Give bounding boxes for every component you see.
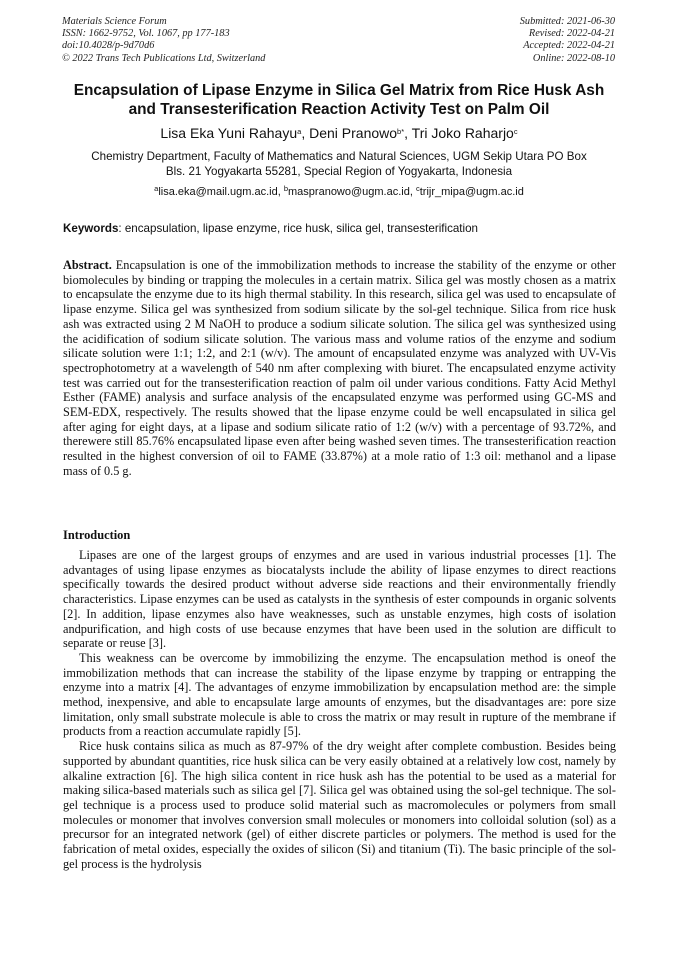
keywords-text: : encapsulation, lipase enzyme, rice husk, silica gel, transesterification	[118, 222, 479, 235]
issn-line: ISSN: 1662-9752, Vol. 1067, pp 177-183	[62, 28, 230, 40]
email-link[interactable]: maspranowo@ugm.ac.id	[288, 186, 410, 198]
title-line: Encapsulation of Lipase Enzyme in Silica Gel Matrix from Rice Husk Ash	[73, 82, 605, 99]
keywords	[63, 222, 618, 236]
paragraph: Rice husk contains silica as much as 87-97% of the dry weight after complete combustion. Besides being supported by abundant quantities, rice husk silica can be very easily obtained at a relatively low cost, namely by alkaline extraction [6]. The high silica content in rice husk ash has the potential to be used as a material for making silica-based materials such as silica gel [7]. Silica gel was obtained using the sol-gel technique. The sol-gel technique is a process used to produce solid material such as macromolecules or polymers from small molecules or monomer that involves conversion small molecules or monomers into colloidal solution (sol) as a precursor for an integrated network (gel) of either discrete particles or polymers. The method is used for the fabrication of metal oxides, especially the oxides of silicon (Si) and titanium (Ti). The basic principle of the sol-gel process is the hydrolysis	[63, 739, 616, 871]
author-sup: a	[297, 127, 302, 136]
doi-line: doi:10.4028/p-9d70d6	[62, 40, 155, 52]
keywords-label: Keywords	[63, 222, 119, 235]
revised-date: Revised: 2022-04-21	[528, 28, 615, 40]
email-sup: a	[154, 184, 159, 193]
online-date: Online: 2022-08-10	[532, 52, 615, 64]
introduction-body	[63, 548, 616, 871]
dates-info	[520, 16, 615, 65]
email-list: $^a$lisa.eka@mail.ugm.ac.id, $^b$maspranowo@ugm.ac.id, $^c$trijr_mipa@ugm.ac.id	[154, 184, 524, 198]
abstract-label: Abstract.	[63, 258, 112, 272]
author-sup: c	[513, 127, 518, 136]
email-sup: b	[283, 184, 289, 193]
email-link[interactable]: lisa.eka@mail.ugm.ac.id	[158, 186, 278, 198]
author-list: Lisa Eka Yuni Rahayu$^a$, Deni Pranowo$^{b*}$, Tri Joko Raharjo$^c$	[160, 125, 518, 141]
affiliation-line: Bls. 21 Yogyakarta 55281, Special Region of Yogyakarta, Indonesia	[165, 165, 513, 178]
section-heading-introduction: Introduction	[63, 528, 131, 542]
affiliation-line: Chemistry Department, Faculty of Mathematics and Natural Sciences, UGM Sekip Utara PO Box	[91, 150, 587, 163]
abstract	[63, 258, 616, 479]
copyright-line: © 2022 Trans Tech Publications Ltd, Switzerland	[62, 52, 266, 64]
paragraph: This weakness can be overcome by immobilizing the enzyme. The encapsulation method is oneof the immobilization methods that can increase the stability of the lipase enzyme by trapping or entrapping the enzyme into a matrix [4]. The advantages of enzyme immobilization by encapsulation method are: the simple method, inexpensive, and able to encapsulate large amounts of enzymes, but the disadvantages are: pore size limitation, only small substrate molecule is able to cross the matrix or may result in rupture of the membrane if products from a reaction accumulate rapidly [5].	[63, 650, 616, 739]
author-sup: b*	[397, 127, 405, 136]
author-name: Deni Pranowo	[309, 125, 398, 141]
accepted-date: Accepted: 2022-04-21	[523, 40, 615, 52]
author-name: Lisa Eka Yuni Rahayu	[160, 125, 298, 141]
affiliation	[40, 149, 638, 179]
paragraph: Lipases are one of the largest groups of enzymes and are used in various industrial processes [1]. The advantages of using lipase enzymes as biocatalysts include the ability of lipase enzymes to direct reactions specifically towards the desired product without adverse side reactions and their environmentally friendly characteristics. Lipase enzymes can be used as catalysts in the synthesis of ester compounds in organic solvents [2]. In addition, lipase enzymes also have weaknesses, such as unstable enzymes, high costs of isolation andpurification, and high costs of use because enzymes that have been used in the solution are difficult to separate or reuse [3].	[63, 548, 616, 651]
email-link[interactable]: trijr_mipa@ugm.ac.id	[419, 186, 524, 198]
abstract-text: Encapsulation is one of the immobilization methods to increase the stability of the enzyme or other biomolecules by binding or trapping the molecules in a certain matrix. Silica gel was mostly chosen as a matrix to encapsulate the enzyme due to its high thermal stability. In this research, silica gel was used to encapsulate of lipase enzyme. Silica gel was synthesized from sodium silicate by the sol-gel technique. Silica from rice husk ash was extracted using 2 M NaOH to produce a sodium silicate solution. The silica gel was synthesized using the acidification of sodium silicate solution. The various mass and volume ratios of the enzyme and sodium silicate solution were 1:1; 1:2, and 2:1 (w/v). The amount of encapsulated enzyme was analyzed with UV-Vis spectrophotometry at a wavelength of 540 nm after complexing with biuret. The encapsulated enzyme activity test was carried out for the transesterification reaction of palm oil under various conditions. Fatty Acid Methyl Esther (FAME) analysis and surface analysis of the encapsulated enzyme was performed using GC-MS and SEM-EDX, respectively. The results showed that the lipase enzyme could be well encapsulated in silica gel after aging for eight days, at a lipase and sodium silicate ratio of 1:2 (w/v) with a percentage of 93.72%, and therewere still 85.76% encapsulated lipase even after being washed seven times. The transesterification reaction resulted in the highest conversion of oil to FAME (33.87%) at a mole ratio of 1:3 oil: methanol and a lipase mass of 0.5 g.	[63, 258, 616, 478]
submitted-date: Submitted: 2021-06-30	[519, 16, 615, 27]
author-name: Tri Joko Raharjo	[411, 125, 514, 141]
journal-name: Materials Science Forum	[62, 16, 167, 27]
journal-info	[62, 16, 265, 65]
email-sup: c	[415, 184, 420, 193]
title-line: and Transesterification Reaction Activity Test on Palm Oil	[128, 101, 550, 118]
paper-title	[40, 81, 638, 119]
